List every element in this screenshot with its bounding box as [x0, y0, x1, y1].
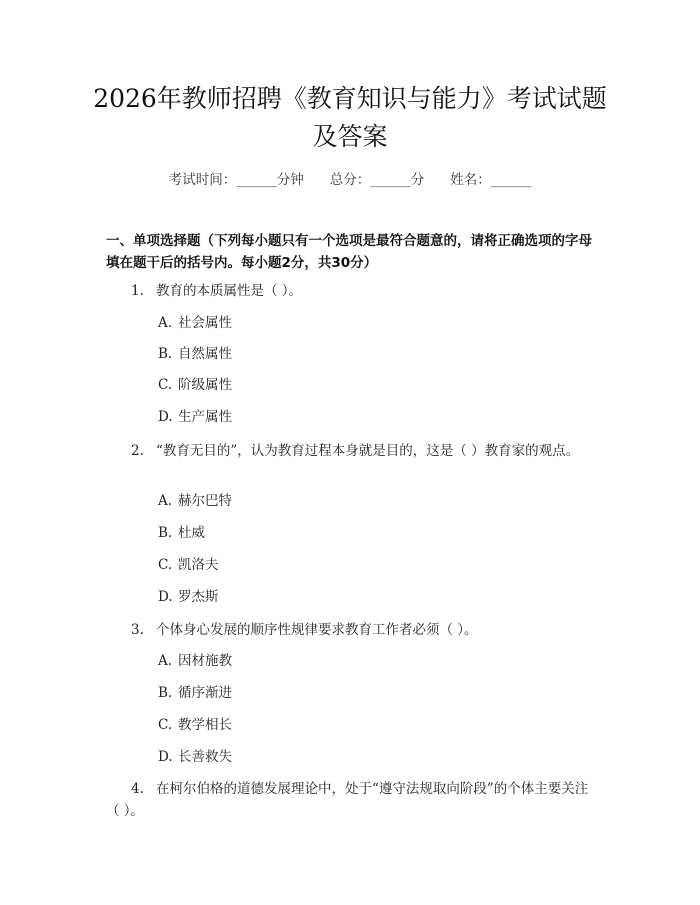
answer-option: [158, 715, 232, 735]
question-stem: [106, 778, 600, 822]
option-text: 教学相长: [178, 717, 232, 733]
option-text: 自然属性: [178, 346, 232, 362]
answer-option: [158, 523, 205, 543]
answer-option: [158, 683, 232, 703]
option-letter: A.: [158, 315, 173, 331]
question-stem: [106, 280, 600, 302]
option-letter: D.: [158, 749, 173, 765]
answer-option: [158, 555, 219, 575]
option-text: 社会属性: [178, 315, 232, 331]
option-letter: A.: [158, 493, 173, 509]
answer-option: [158, 375, 232, 395]
question-text: 个体身心发展的顺序性规律要求教育工作者必须（ ）。: [156, 622, 478, 638]
answer-option: [158, 491, 232, 511]
exam-time-field: 考试时间：______分钟: [168, 172, 304, 188]
answer-option: [158, 313, 232, 333]
exam-info-line: [0, 168, 700, 188]
option-text: 循序渐进: [178, 685, 232, 701]
question-text: “教育无目的”，认为教育过程本身就是目的，这是（ ）教育家的观点。: [156, 443, 580, 459]
answer-option: [158, 651, 232, 671]
question-number: 1.: [131, 283, 144, 299]
option-text: 杜威: [178, 525, 205, 541]
question-number: 2.: [131, 443, 144, 459]
section-heading: 一、单项选择题（下列每小题只有一个选项是最符合题意的，请将正确选项的字母填在题干后的括号内。每小题2分，共30分）: [106, 233, 592, 271]
option-letter: D.: [158, 409, 173, 425]
question-stem: [106, 619, 600, 641]
total-score-field: 总分：______分: [329, 172, 425, 188]
option-text: 阶级属性: [178, 377, 232, 393]
option-letter: B.: [158, 525, 173, 541]
page-title: 2026年教师招聘《教育知识与能力》考试试题及答案: [93, 84, 607, 151]
option-letter: D.: [158, 589, 173, 605]
option-text: 长善救失: [178, 749, 232, 765]
option-letter: C.: [158, 377, 173, 393]
option-letter: B.: [158, 346, 173, 362]
answer-option: [158, 747, 232, 767]
option-text: 赫尔巴特: [178, 493, 232, 509]
question-text: 在柯尔伯格的道德发展理论中，处于“遵守法规取向阶段”的个体主要关注（ ）。: [106, 781, 589, 819]
option-letter: C.: [158, 717, 173, 733]
option-letter: B.: [158, 685, 173, 701]
answer-option: [158, 587, 219, 607]
question-text: 教育的本质属性是（ ）。: [156, 283, 303, 299]
option-text: 凯洛夫: [178, 557, 219, 573]
question-number: 3.: [131, 622, 144, 638]
question-stem: [106, 440, 600, 462]
option-text: 因材施教: [178, 653, 232, 669]
option-letter: C.: [158, 557, 173, 573]
question-number: 4.: [131, 781, 144, 797]
answer-option: [158, 344, 232, 364]
answer-option: [158, 407, 232, 427]
option-text: 生产属性: [178, 409, 232, 425]
option-text: 罗杰斯: [178, 589, 219, 605]
name-field: 姓名：______: [450, 172, 532, 188]
option-letter: A.: [158, 653, 173, 669]
